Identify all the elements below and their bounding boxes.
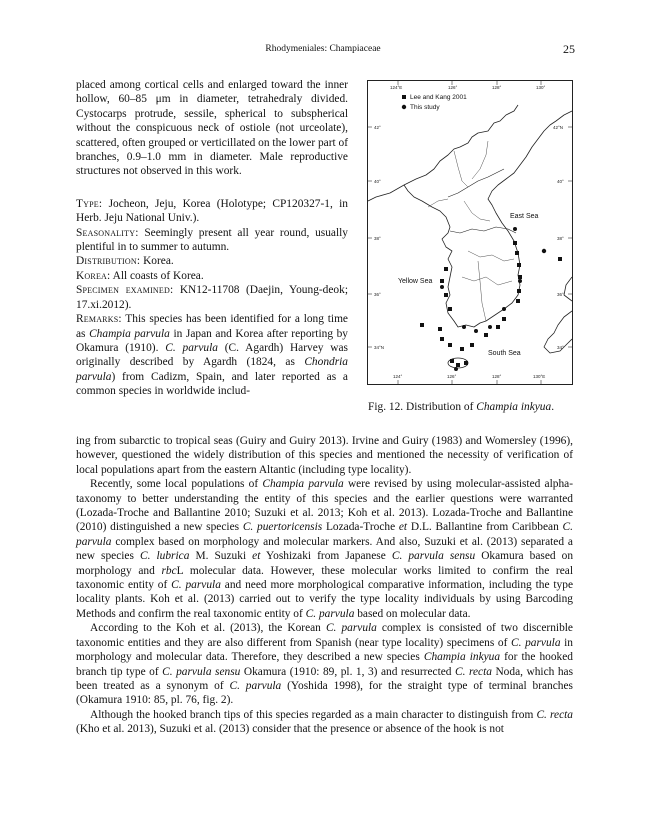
- remarks-text: (C. Agardh) Harvey was originally described by Agardh (1824, as: [76, 341, 348, 369]
- description-paragraph: placed among cortical cells and enlarged toward the inner hollow, 60–85 μm in diameter, tetrahedraly divided. Cystocarps protrude, sessile, spherical to subspherical without the conspicuous neck of ostiole (not urceolate), scattered, often grouped or verticillated on the lower part of branches, 0.9–1.0 mm in diameter. Male reproductive structures not observed in this work.: [76, 79, 349, 178]
- record-marker-square: [444, 267, 448, 271]
- distribution-entry: [76, 254, 348, 268]
- gene-name: rbc: [161, 564, 177, 577]
- right-tick-label: 36°: [557, 292, 564, 297]
- taxon-name: Chondria parvula: [76, 356, 348, 383]
- record-marker-circle: [462, 325, 466, 329]
- left-tick-label: 34°N: [374, 345, 385, 350]
- text-run: M. Suzuki: [189, 550, 253, 563]
- text-run: were revised by using molecular-assisted alpha-taxonomy to better understanding the entity of this species and the earlier questions were warranted (Lozada-Troche and Ballantine 2010; Suzuki et al. 2013; Koh et al. 2013). Lozada-Troche and Ballantine (2010) distinguished a new species: [76, 478, 573, 534]
- paragraph: [76, 477, 573, 621]
- taxon-name: C. recta: [455, 665, 492, 678]
- taxon-name: C. parvula: [511, 636, 561, 649]
- taxon-name: C. puertoricensis: [242, 521, 323, 534]
- province-line: [472, 141, 488, 179]
- taxon-name: C. parvula: [305, 607, 355, 620]
- text-run: Although the hooked branch tips of this species regarded as a main character to distinguish from: [90, 708, 537, 721]
- province-line: [468, 251, 514, 261]
- caption-text: .: [551, 401, 555, 413]
- text-run: Lozada-Troche: [322, 521, 399, 534]
- south-sea-label: South Sea: [488, 350, 521, 357]
- paragraph: ing from subarctic to tropical seas (Guiry and Guiry 2013). Irvine and Guiry (1983) and Womersley (1996), however, questioned the widely distribution of this species and mentioned the necessity of verification of local populations apart from the eastern Altantic (including type locality).: [76, 435, 573, 476]
- type-label: Type:: [76, 197, 103, 210]
- record-marker-square: [518, 275, 522, 279]
- text-run: based on molecular data.: [354, 607, 471, 620]
- paragraph: [76, 621, 573, 707]
- distribution-map: [367, 80, 573, 385]
- record-marker-circle: [518, 279, 522, 283]
- top-tick-label: 124°E: [390, 85, 403, 90]
- type-entry: [76, 197, 348, 226]
- distribution-text: Korea.: [140, 255, 174, 268]
- record-marker-circle: [513, 227, 517, 231]
- korea-label: Korea:: [76, 269, 111, 282]
- specimen-text: KN12-11708 (Daejin, Young-deok; 17.xi.2012).: [76, 284, 348, 311]
- right-tick-label: 34°: [557, 345, 564, 350]
- record-marker-square: [448, 307, 452, 311]
- remarks-text: This species has been identified for a long time as: [76, 313, 348, 340]
- record-marker-square: [448, 343, 452, 347]
- left-tick-label: 42°: [374, 125, 381, 130]
- taxon-name: C. parvula: [165, 341, 218, 354]
- taxon-name: Champia inkyua: [423, 651, 501, 664]
- record-marker-square: [517, 263, 521, 267]
- province-line: [454, 151, 468, 187]
- bottom-tick-label: 128°: [492, 374, 502, 379]
- seasonality-entry: [76, 226, 348, 255]
- distribution-label: Distribution:: [76, 255, 141, 268]
- right-tick-label: 42°N: [553, 125, 564, 130]
- province-line: [464, 201, 490, 221]
- coastline: [368, 105, 518, 201]
- record-marker-square: [440, 279, 444, 283]
- record-marker-square: [502, 317, 506, 321]
- record-marker-square: [558, 257, 562, 261]
- taxon-name: C. parvula: [229, 679, 282, 692]
- taxon-name: C. parvula: [171, 579, 221, 592]
- record-marker-square: [470, 343, 474, 347]
- left-tick-label: 36°: [374, 292, 381, 297]
- record-marker-square: [440, 337, 444, 341]
- caption-species: Champia inkyua: [476, 401, 552, 413]
- text-run-italic: et: [398, 521, 408, 534]
- left-column: [76, 78, 348, 399]
- text-run: complex based on morphology and molecular markers. And also, Suzuki et al. (2013) separated a new species: [76, 535, 573, 563]
- taxon-name: Champia parvula: [89, 327, 170, 340]
- record-marker-square: [513, 241, 517, 245]
- bottom-tick-label: 124°: [393, 374, 403, 379]
- record-marker-circle: [502, 307, 506, 311]
- province-line: [478, 261, 486, 321]
- specimen-label: Specimen examined:: [76, 284, 174, 297]
- left-tick-label: 38°: [374, 236, 381, 241]
- record-marker-square: [496, 325, 500, 329]
- text-run-italic: et: [252, 550, 261, 563]
- record-marker-circle: [454, 367, 458, 371]
- remarks-entry: [76, 312, 348, 398]
- taxon-name: C. parvula: [76, 521, 573, 548]
- province-line: [462, 277, 512, 285]
- bottom-tick-label: 126°: [447, 374, 457, 379]
- record-marker-square: [456, 363, 460, 367]
- text-run: (Kho et al. 2013), Suzuki et al. (2013) consider that the presence or absence of the hook is not: [76, 723, 504, 736]
- caption-text: Fig. 12. Distribution of: [368, 401, 477, 413]
- text-run: complex is consisted of two discernible taxonomic entities and they are also different from Spanish (near type locality) specimens of: [76, 622, 573, 649]
- seasonality-label: Seasonality:: [76, 226, 139, 239]
- record-marker-square: [438, 327, 442, 331]
- remarks-label: Remarks:: [76, 313, 122, 326]
- legend-this-study: This study: [410, 104, 440, 111]
- top-tick-label: 128°: [492, 85, 502, 90]
- right-tick-label: 38°: [557, 236, 564, 241]
- text-run: Okamura based on morphology and: [76, 550, 574, 577]
- korea-text: All coasts of Korea.: [110, 269, 204, 282]
- left-tick-label: 40°: [374, 179, 381, 184]
- province-line: [428, 199, 448, 207]
- text-run: D.L. Ballantine from Caribbean: [407, 521, 563, 534]
- taxon-name: Champia parvula: [262, 478, 344, 491]
- figure-caption: [368, 401, 574, 413]
- text-run: Noda, which has been treated as a synonym of: [76, 665, 574, 692]
- page-number: 25: [563, 42, 575, 56]
- taxon-name: C. recta: [536, 708, 573, 721]
- remarks-text: in Japan and Korea after reporting by Okamura (1910).: [76, 327, 348, 354]
- text-run: Okamura (1910: 89, pl. 1, 3) and resurrected: [240, 665, 456, 678]
- record-marker-square: [515, 251, 519, 255]
- text-run: According to the Koh et al. (2013), the Korean: [90, 622, 326, 635]
- taxon-name: C. parvula: [325, 622, 377, 635]
- east-sea-label: East Sea: [510, 213, 539, 220]
- coastline: [404, 111, 572, 327]
- record-marker-circle: [474, 329, 478, 333]
- taxon-name: C. lubrica: [139, 550, 190, 563]
- record-marker-circle: [488, 325, 492, 329]
- record-marker-square: [460, 347, 464, 351]
- circle-marker-icon: [402, 105, 406, 109]
- text-run: and need more morphological comparative information, including the type locality plants. Koh et al. (2013) carried out to verify the type locality individuals by using Barcoding Methods and confirm the real taxonomic entity of: [76, 579, 574, 620]
- record-marker-square: [420, 323, 424, 327]
- taxon-name: C. parvula sensu: [391, 550, 476, 563]
- text-run: for the hooked branch tip type of: [76, 651, 574, 678]
- korea-entry: [76, 269, 348, 283]
- paragraph: [76, 708, 573, 737]
- record-marker-square: [517, 289, 521, 293]
- type-text: Jocheon, Jeju, Korea (Holotype; CP120327-1, in Herb. Jeju National Univ.).: [76, 197, 348, 225]
- record-marker-circle: [440, 285, 444, 289]
- record-marker-square: [464, 361, 468, 365]
- text-run: Recently, some local populations of: [90, 478, 263, 491]
- record-marker-square: [516, 299, 520, 303]
- yellow-sea-label: Yellow Sea: [398, 278, 433, 285]
- map-svg: [368, 81, 572, 384]
- record-marker-square: [444, 293, 448, 297]
- body-text: [76, 434, 573, 737]
- legend-lee-and-kang: Lee and Kang 2001: [410, 94, 467, 101]
- top-tick-label: 130°: [536, 85, 546, 90]
- taxon-name: C. parvula sensu: [162, 665, 241, 678]
- right-tick-label: 40°: [557, 179, 564, 184]
- text-run: (Yoshida 1998), for the straight type of terminal branches (Okamura 1910: 85, pl. 76, fig. 2).: [76, 679, 573, 707]
- seasonality-text: Seemingly present all year round, usually plentiful in to summer to autumn.: [76, 226, 348, 254]
- top-tick-label: 126°: [448, 85, 458, 90]
- border-line: [448, 169, 504, 197]
- running-title: Rhodymeniales: Champiaceae: [265, 44, 381, 54]
- square-marker-icon: [402, 95, 406, 99]
- remarks-text: ) from Cadizm, Spain, and later reported as a common species in worldwide includ-: [76, 370, 348, 398]
- specimen-entry: [76, 283, 348, 312]
- bottom-tick-label: 130°E: [533, 374, 546, 379]
- record-marker-square: [450, 359, 454, 363]
- text-run: in morphology and molecular data. Therefore, they described a new species: [76, 636, 573, 664]
- text-run: Yoshizaki from Japanese: [260, 550, 392, 563]
- text-run: L molecular data. However, these molecular works limited to confirm the real taxonomic entity of: [76, 564, 573, 592]
- record-marker-square: [484, 333, 488, 337]
- japan-coast: [564, 277, 572, 301]
- record-marker-circle: [542, 249, 546, 253]
